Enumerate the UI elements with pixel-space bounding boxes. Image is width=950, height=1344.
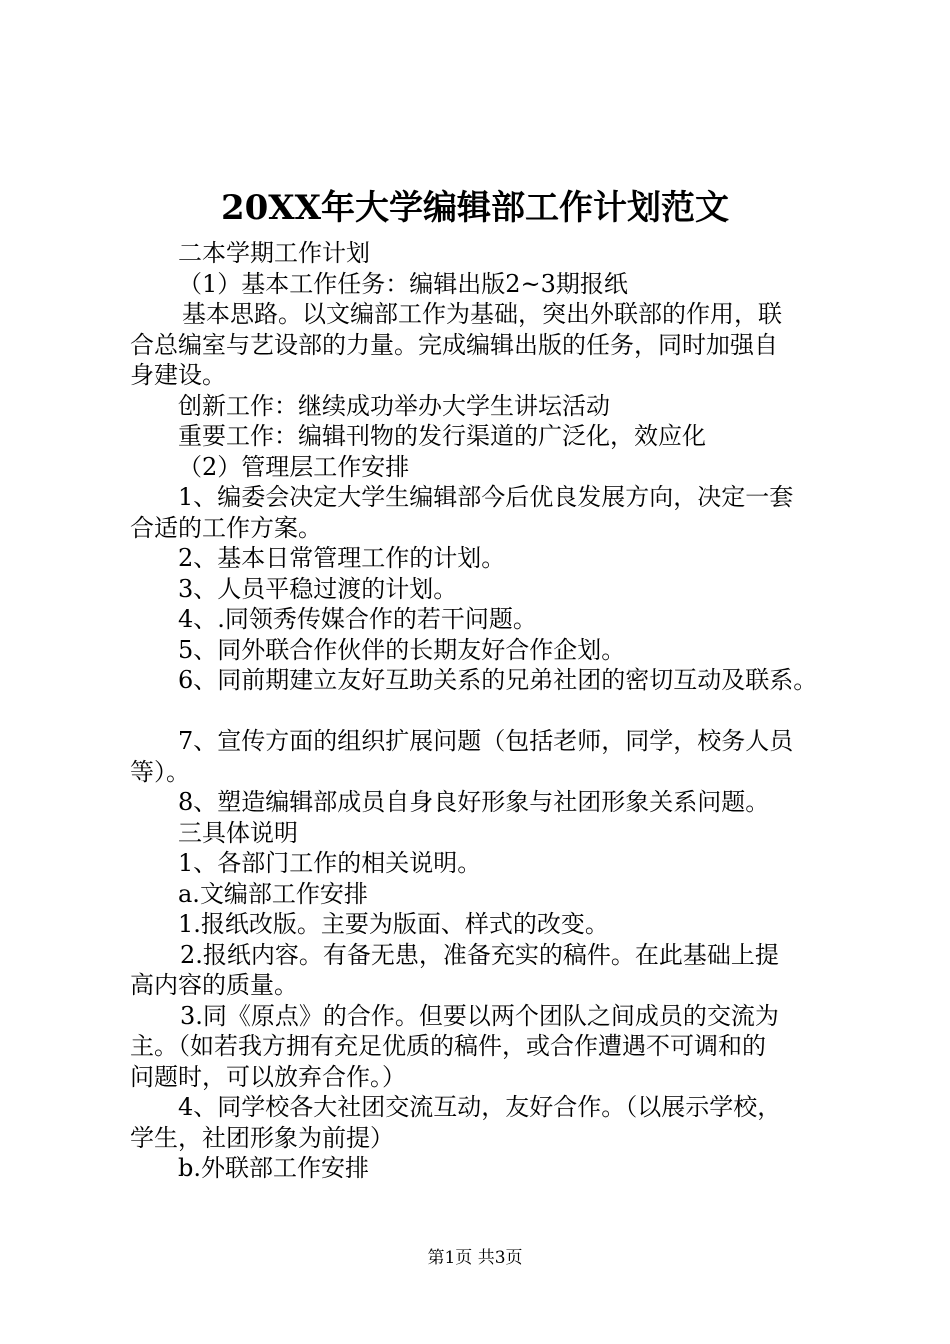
- document-title: 20XX年大学编辑部工作计划范文: [220, 188, 730, 228]
- document-body: [130, 238, 850, 1184]
- subsection-heading: （1）基本工作任务：编辑出版2~3期报纸: [178, 269, 628, 298]
- list-item: 3.同《原点》的合作。但要以两个团队之间成员的交流为: [180, 1001, 779, 1030]
- subsection-heading: a.文编部工作安排: [178, 879, 368, 908]
- list-item-continuation: 学生，社团形象为前提）: [130, 1123, 394, 1152]
- subsection-heading: b.外联部工作安排: [178, 1154, 369, 1182]
- list-item: 2.报纸内容。有备无患，准备充实的稿件。在此基础上提: [180, 940, 779, 969]
- list-item-continuation: 合适的工作方案。: [130, 513, 322, 542]
- list-item: 1.报纸改版。主要为版面、样式的改变。: [178, 910, 609, 938]
- section-heading: 三具体说明: [178, 818, 298, 847]
- list-item-continuation: 高内容的质量。: [130, 971, 298, 999]
- list-item: 8、塑造编辑部成员自身良好形象与社团形象关系问题。: [178, 788, 770, 816]
- list-item: 1、各部门工作的相关说明。: [178, 849, 482, 877]
- list-item-continuation: 等）。: [130, 757, 190, 786]
- blank-line: [130, 696, 850, 727]
- paragraph-line: 合总编室与艺设部的力量。完成编辑出版的任务，同时加强自: [130, 330, 778, 359]
- paragraph-line: 重要工作：编辑刊物的发行渠道的广泛化，效应化: [178, 422, 706, 450]
- page-number-footer: 第1页 共3页: [427, 1248, 523, 1268]
- list-item: 4、.同领秀传媒合作的若干问题。: [178, 605, 537, 633]
- list-item-continuation: 主。（如若我方拥有充足优质的稿件，或合作遭遇不可调和的: [130, 1032, 766, 1060]
- list-item: 5、同外联合作伙伴的长期友好合作企划。: [178, 635, 626, 664]
- list-item: 7、宣传方面的组织扩展问题（包括老师，同学，校务人员: [178, 727, 794, 755]
- list-item-continuation: 问题时，可以放弃合作。）: [130, 1062, 406, 1091]
- list-item: 2、基本日常管理工作的计划。: [178, 544, 506, 572]
- list-item: 1、编委会决定大学生编辑部今后优良发展方向，决定一套: [178, 483, 794, 511]
- list-item: 3、人员平稳过渡的计划。: [178, 574, 458, 603]
- paragraph-line: 身建设。: [130, 361, 226, 389]
- paragraph-line: 创新工作：继续成功举办大学生讲坛活动: [178, 391, 610, 420]
- list-item: 4、同学校各大社团交流互动，友好合作。（以展示学校，: [178, 1093, 782, 1121]
- subsection-heading: （2）管理层工作安排: [178, 452, 410, 481]
- section-heading: 二本学期工作计划: [178, 239, 370, 267]
- list-item: 6、同前期建立友好互助关系的兄弟社团的密切互动及联系。: [178, 666, 818, 694]
- paragraph-line: 基本思路。以文编部工作为基础，突出外联部的作用，联: [182, 300, 782, 328]
